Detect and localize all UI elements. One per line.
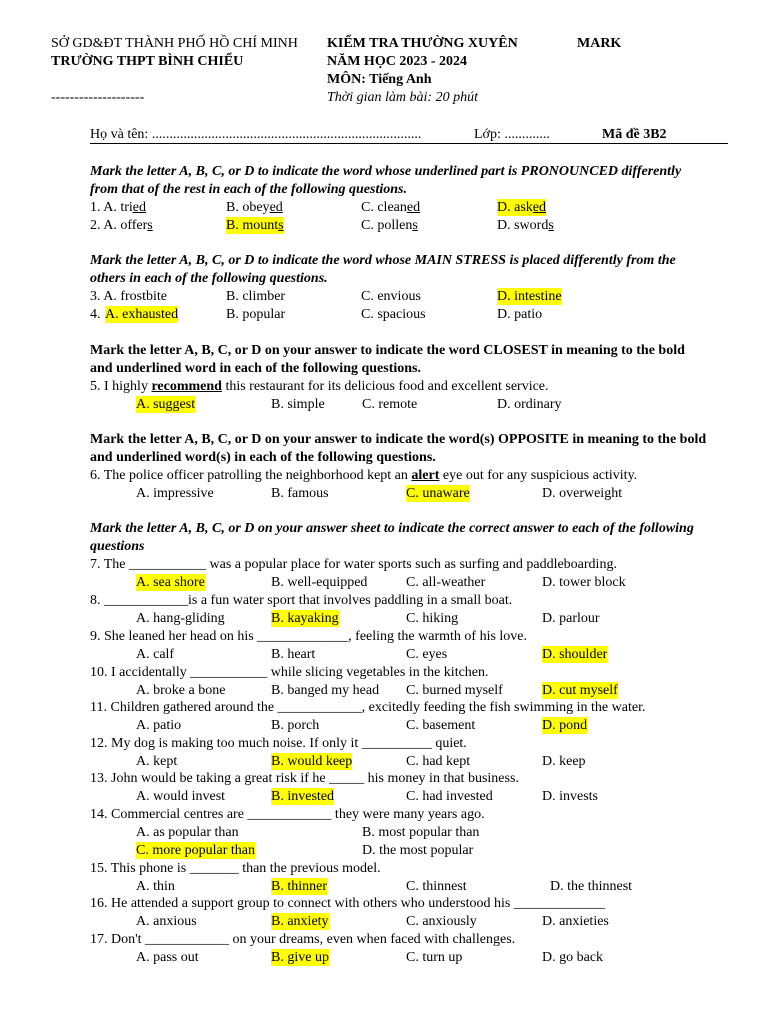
question-11-options xyxy=(0,717,768,734)
grammar-instructions: Mark the letter A, B, C, or D on your answer sheet to indicate the correct answer to each of the following questions xyxy=(90,521,694,554)
q14-option-c[interactable]: C. more popular than xyxy=(136,843,255,858)
closest-meaning-instructions: Mark the letter A, B, C, or D on your answer to indicate the word CLOSEST in meaning to the bold and underlined word in each of the following questions. xyxy=(90,343,685,376)
q12-option-b[interactable]: B. would keep xyxy=(271,754,353,769)
opposite-meaning-instructions: Mark the letter A, B, C, or D on your answer to indicate the word(s) OPPOSITE in meaning to the bold and underlined word(s) in each of the following questions. xyxy=(90,432,707,465)
q14-stem: 14. Commercial centres are ____________ they were many years ago. xyxy=(90,807,485,822)
question-16-options xyxy=(0,913,768,930)
question-5-options xyxy=(0,396,768,413)
q6-option-c[interactable]: C. unaware xyxy=(406,486,470,501)
q10-option-b[interactable]: B. banged my head xyxy=(271,683,380,698)
q1-option-c[interactable]: C. cleaned xyxy=(361,200,421,215)
q6-option-a[interactable]: A. impressive xyxy=(136,486,214,501)
question-7-options xyxy=(0,574,768,591)
q11-option-b[interactable]: B. porch xyxy=(271,718,320,733)
q17-option-d[interactable]: D. go back xyxy=(542,950,604,965)
question-6-options xyxy=(0,485,768,502)
q13-option-a[interactable]: A. would invest xyxy=(136,789,226,804)
q17-option-a[interactable]: A. pass out xyxy=(136,950,199,965)
q1-option-d[interactable]: D. asked xyxy=(497,200,546,215)
q12-option-a[interactable]: A. kept xyxy=(136,754,178,769)
question-14-options-row2 xyxy=(0,842,768,859)
q5-option-c[interactable]: C. remote xyxy=(362,397,418,412)
q15-stem: 15. This phone is _______ than the previous model. xyxy=(90,861,381,876)
q3-option-d[interactable]: D. intestine xyxy=(497,289,562,304)
q9-option-c[interactable]: C. eyes xyxy=(406,647,448,662)
q4-option-d[interactable]: D. patio xyxy=(497,307,543,322)
q15-option-b[interactable]: B. thinner xyxy=(271,879,327,894)
q2-option-b[interactable]: B. mounts xyxy=(226,218,284,233)
question-1 xyxy=(0,199,768,216)
q10-stem: 10. I accidentally ___________ while slicing vegetables in the kitchen. xyxy=(90,665,489,680)
q7-option-d[interactable]: D. tower block xyxy=(542,575,626,590)
q7-stem: 7. The ___________ was a popular place for water sports such as surfing and paddleboarding. xyxy=(90,557,617,572)
q17-option-c[interactable]: C. turn up xyxy=(406,950,463,965)
q6-option-b[interactable]: B. famous xyxy=(271,486,329,501)
q6-stem: 6. The police officer patrolling the neighborhood kept an alert eye out for any suspicious activity. xyxy=(90,468,638,483)
q8-option-c[interactable]: C. hiking xyxy=(406,611,459,626)
question-17-options xyxy=(0,949,768,966)
class-field[interactable]: Lớp: ............. xyxy=(474,127,550,142)
q8-option-a[interactable]: A. hang-gliding xyxy=(136,611,225,626)
q6-option-d[interactable]: D. overweight xyxy=(542,486,623,501)
q6-key-word: alert xyxy=(411,468,440,483)
q14-option-d[interactable]: D. the most popular xyxy=(362,843,474,858)
student-name-field[interactable]: Họ và tên: ............................................................................. xyxy=(90,127,422,142)
q14-option-a[interactable]: A. as popular than xyxy=(136,825,239,840)
q10-option-c[interactable]: C. burned myself xyxy=(406,683,503,698)
school-name: TRƯỜNG THPT BÌNH CHIỂU xyxy=(51,54,244,69)
question-3 xyxy=(0,288,768,305)
q13-option-b[interactable]: B. invested xyxy=(271,789,334,804)
q12-stem: 12. My dog is making too much noise. If only it __________ quiet. xyxy=(90,736,467,751)
q3-option-b[interactable]: B. climber xyxy=(226,289,286,304)
q5-option-d[interactable]: D. ordinary xyxy=(497,397,562,412)
q15-option-d[interactable]: D. the thinnest xyxy=(550,879,633,894)
question-12-options xyxy=(0,753,768,770)
q9-stem: 9. She leaned her head on his _____________, feeling the warmth of his love. xyxy=(90,629,528,644)
q9-option-d[interactable]: D. shoulder xyxy=(542,647,608,662)
department-name: SỞ GD&ĐT THÀNH PHỐ HỒ CHÍ MINH xyxy=(51,36,298,51)
q5-stem: 5. I highly recommend this restaurant for its delicious food and excellent service. xyxy=(90,379,549,394)
q4-option-b[interactable]: B. popular xyxy=(226,307,286,322)
q4-option-c[interactable]: C. spacious xyxy=(361,307,426,322)
q14-option-b[interactable]: B. most popular than xyxy=(362,825,480,840)
question-13-options xyxy=(0,788,768,805)
q3-option-c[interactable]: C. envious xyxy=(361,289,421,304)
school-year: NĂM HỌC 2023 - 2024 xyxy=(327,54,467,69)
header-divider-dashes: -------------------- xyxy=(51,90,145,105)
header-rule xyxy=(90,143,728,144)
q16-option-a[interactable]: A. anxious xyxy=(136,914,197,929)
stress-instructions: Mark the letter A, B, C, or D to indicate the word whose MAIN STRESS is placed differently from the others in each of the following questions. xyxy=(90,253,676,286)
question-2 xyxy=(0,217,768,234)
q8-stem: 8. ____________is a fun water sport that involves paddling in a small boat. xyxy=(90,593,513,608)
q17-option-b[interactable]: B. give up xyxy=(271,950,329,965)
q2-option-c[interactable]: C. pollens xyxy=(361,218,418,233)
q7-option-a[interactable]: A. sea shore xyxy=(136,575,205,590)
q8-option-d[interactable]: D. parlour xyxy=(542,611,600,626)
q5-option-a[interactable]: A. suggest xyxy=(136,397,196,412)
q10-option-d[interactable]: D. cut myself xyxy=(542,683,618,698)
q17-stem: 17. Don't ____________ on your dreams, even when faced with challenges. xyxy=(90,932,516,947)
exam-code: Mã đề 3B2 xyxy=(602,127,667,142)
q7-option-b[interactable]: B. well-equipped xyxy=(271,575,368,590)
q2-option-a[interactable]: 2. A. offers xyxy=(90,218,153,233)
mark-label: MARK xyxy=(577,36,622,51)
q11-option-a[interactable]: A. patio xyxy=(136,718,182,733)
q13-option-c[interactable]: C. had invested xyxy=(406,789,493,804)
q9-option-a[interactable]: A. calf xyxy=(136,647,175,662)
q9-option-b[interactable]: B. heart xyxy=(271,647,316,662)
question-9-options xyxy=(0,646,768,663)
time-limit: Thời gian làm bài: 20 phút xyxy=(327,90,478,105)
q2-option-d[interactable]: D. swords xyxy=(497,218,554,233)
q12-option-d[interactable]: D. keep xyxy=(542,754,586,769)
q11-stem: 11. Children gathered around the ____________, excitedly feeding the fish swimming in the water. xyxy=(90,700,646,715)
question-14-options-row1 xyxy=(0,824,768,841)
q3-option-a[interactable]: 3. A. frostbite xyxy=(90,289,167,304)
q10-option-a[interactable]: A. broke a bone xyxy=(136,683,226,698)
q11-option-d[interactable]: D. pond xyxy=(542,718,588,733)
subject: MÔN: Tiếng Anh xyxy=(327,72,432,87)
q15-option-c[interactable]: C. thinnest xyxy=(406,879,467,894)
q11-option-c[interactable]: C. basement xyxy=(406,718,476,733)
q12-option-c[interactable]: C. had kept xyxy=(406,754,471,769)
question-15-options xyxy=(0,878,768,895)
q13-option-d[interactable]: D. invests xyxy=(542,789,598,804)
pronunciation-instructions: Mark the letter A, B, C, or D to indicate the word whose underlined part is PRONOUNCED differently from that of the rest in each of the following questions. xyxy=(90,164,682,197)
q8-option-b[interactable]: B. kayaking xyxy=(271,611,339,626)
question-4 xyxy=(0,306,768,323)
question-10-options xyxy=(0,682,768,699)
q4-number: 4. xyxy=(90,307,101,322)
q16-option-b[interactable]: B. anxiety xyxy=(271,914,329,929)
q16-option-c[interactable]: C. anxiously xyxy=(406,914,477,929)
q7-option-c[interactable]: C. all-weather xyxy=(406,575,486,590)
q15-option-a[interactable]: A. thin xyxy=(136,879,175,894)
q5-key-word: recommend xyxy=(151,379,222,394)
question-8-options xyxy=(0,610,768,627)
q16-option-d[interactable]: D. anxieties xyxy=(542,914,609,929)
test-title: KIỂM TRA THƯỜNG XUYÊN xyxy=(327,36,518,51)
q1-option-b[interactable]: B. obeyed xyxy=(226,200,283,215)
q1-option-a[interactable]: 1. A. tried xyxy=(90,200,146,215)
q5-option-b[interactable]: B. simple xyxy=(271,397,325,412)
q13-stem: 13. John would be taking a great risk if he _____ his money in that business. xyxy=(90,771,519,786)
q4-option-a[interactable]: A. exhausted xyxy=(105,307,179,322)
q16-stem: 16. He attended a support group to connect with others who understood his _____________ xyxy=(90,896,605,911)
